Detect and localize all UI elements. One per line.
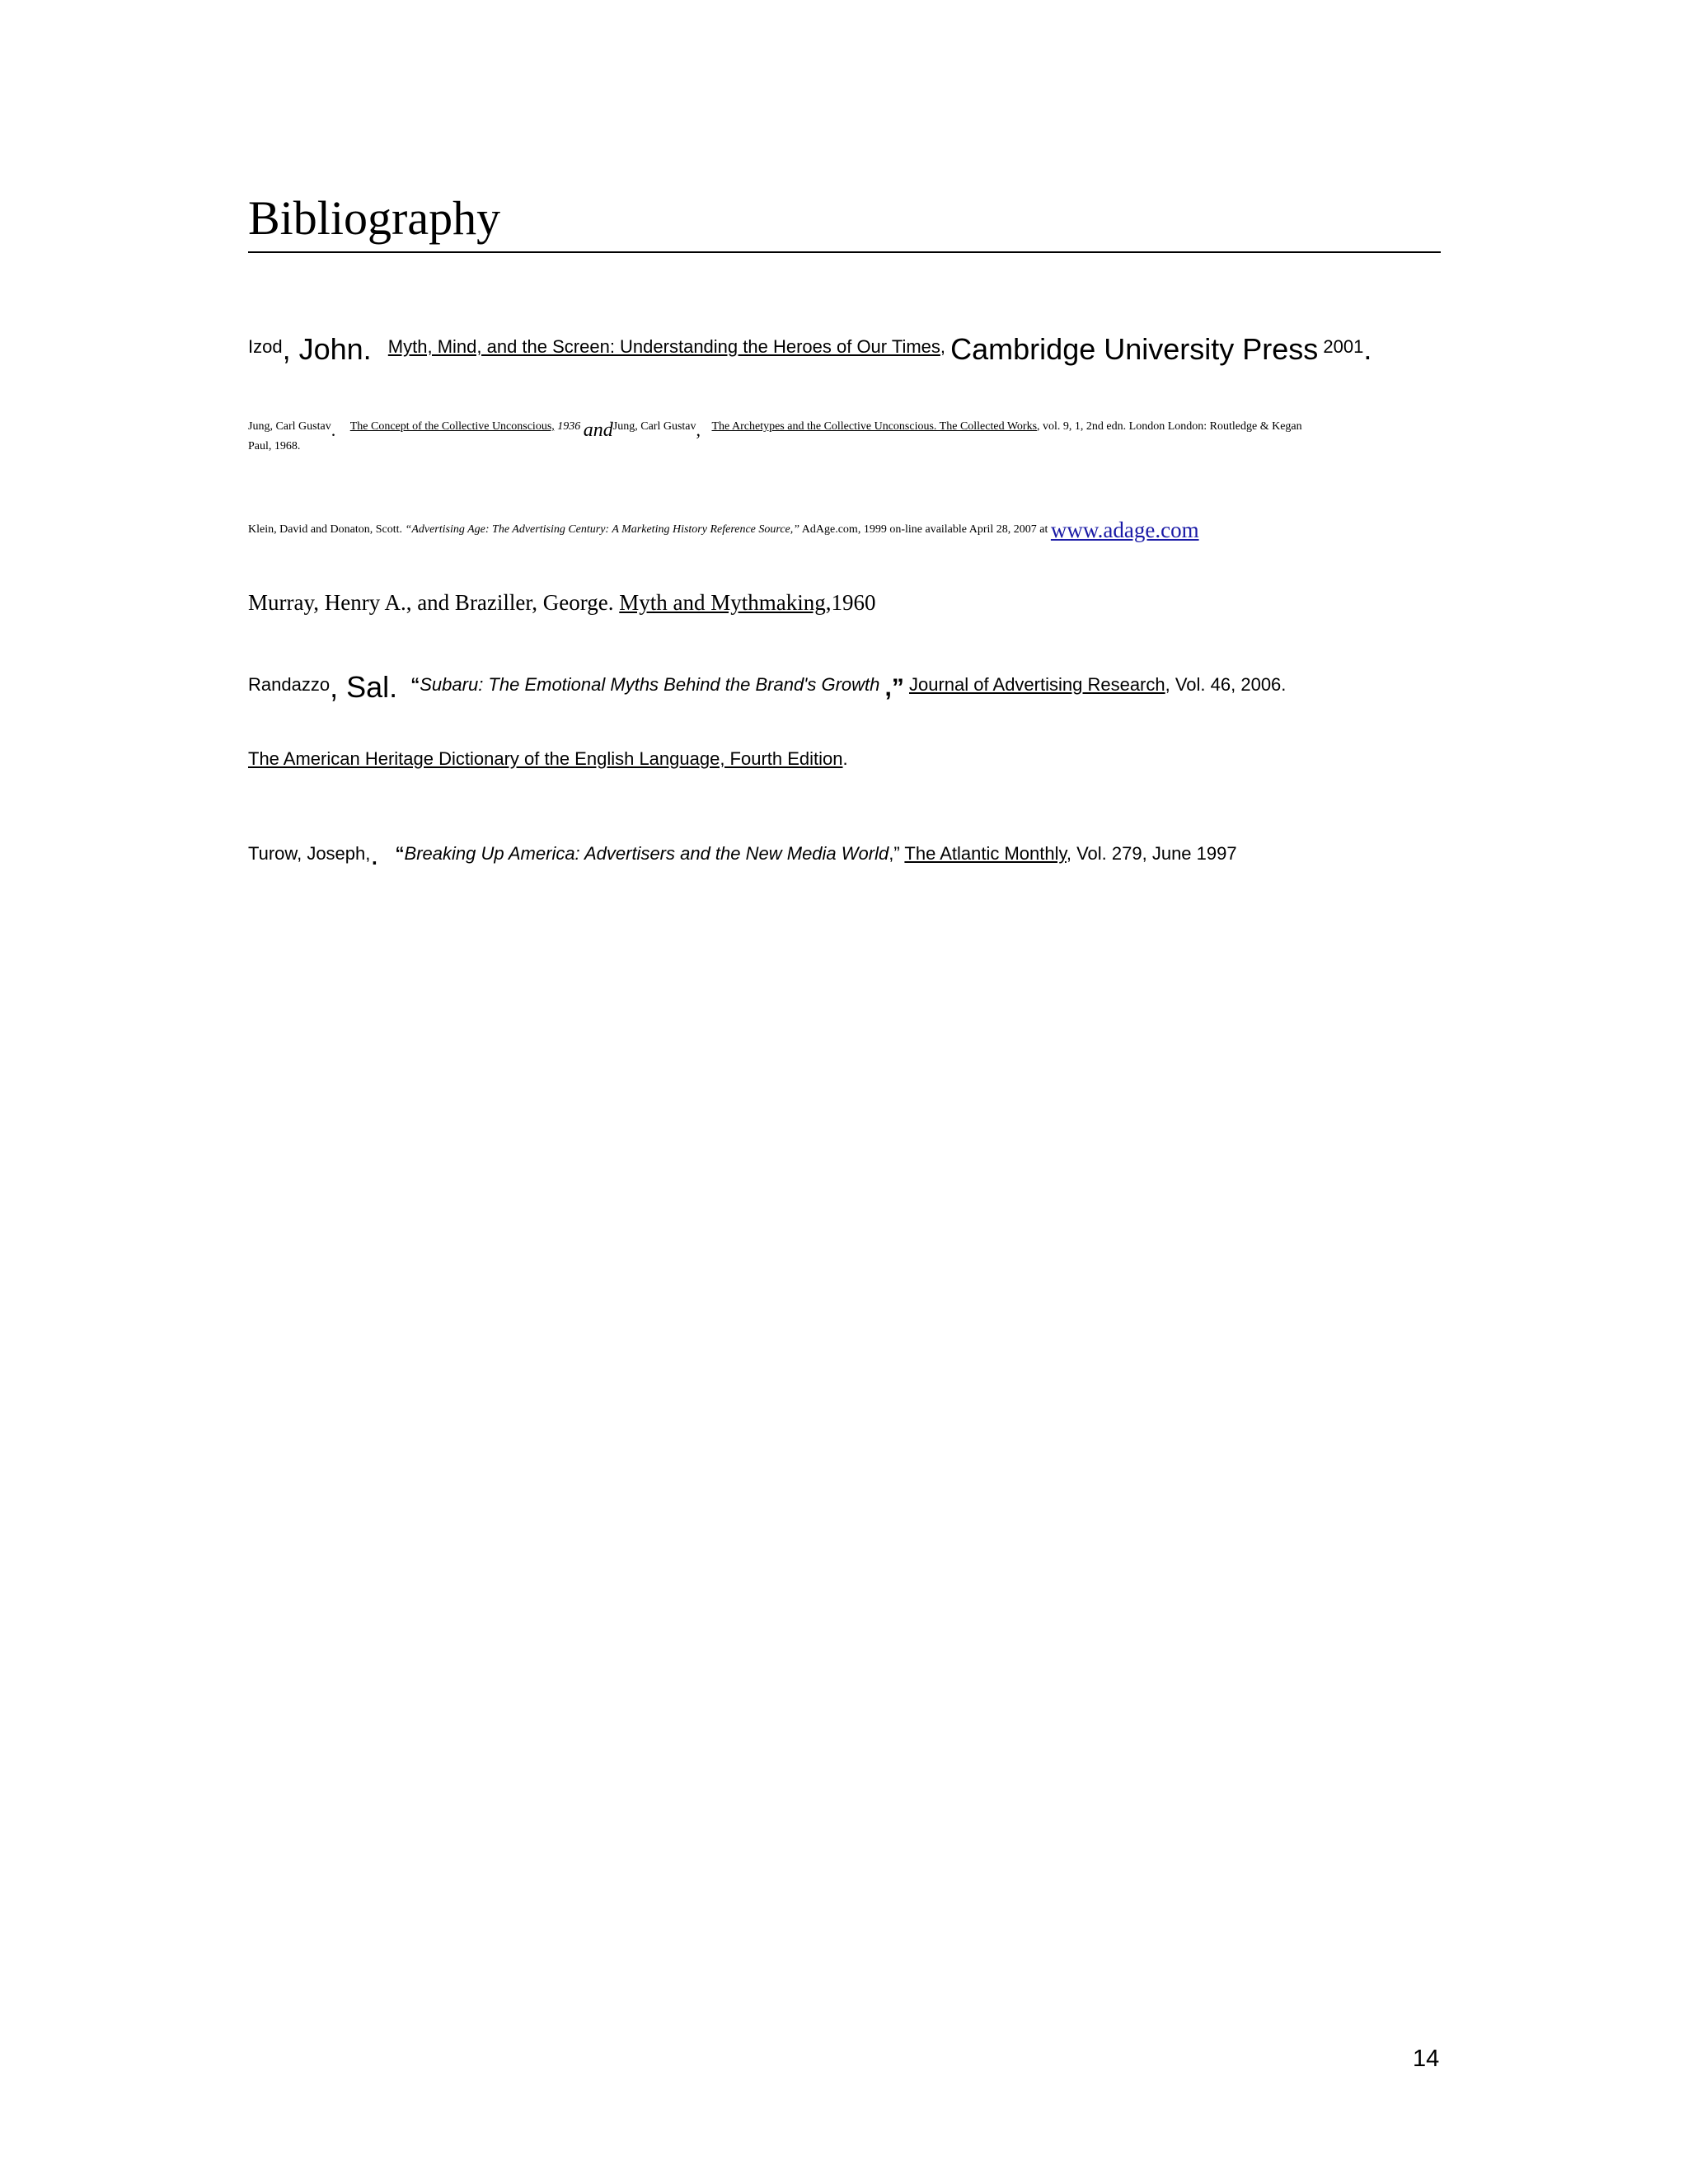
- work-title: The Concept of the Collective Unconscious,: [349, 420, 555, 433]
- author-surname: Izod: [248, 336, 283, 357]
- author-surname: Randazzo: [248, 674, 331, 695]
- dot: .: [370, 837, 379, 871]
- page-title: Bibliography: [248, 191, 501, 245]
- year: 2001: [1323, 336, 1364, 357]
- year: 1960: [831, 590, 876, 615]
- page-number: 14: [1413, 2046, 1440, 2072]
- publication-details: Paul, 1968.: [248, 440, 301, 452]
- journal-title: Journal of Advertising Research: [909, 674, 1165, 695]
- bib-entry-turow: [248, 835, 1237, 871]
- bib-entry-randazzo: [248, 666, 1287, 704]
- author-given: , Sal.: [330, 670, 398, 704]
- source-link[interactable]: www.adage.com: [1050, 518, 1199, 542]
- bib-entry-izod: [248, 328, 1372, 366]
- comma: ,: [696, 419, 701, 440]
- publication-details: AdAge.com, 1999 on-line available April 28, 2007 at: [801, 523, 1048, 536]
- open-quote: “: [395, 843, 405, 864]
- bib-entry-heritage: [248, 750, 848, 768]
- bib-entry-jung: [248, 414, 1302, 441]
- publisher: Cambridge University Press: [950, 332, 1319, 366]
- authors: Murray, Henry A., and Braziller, George.: [248, 590, 614, 615]
- article-title: Breaking Up America: Advertisers and the New Media World: [404, 843, 889, 864]
- publication-details: , Vol. 46, 2006.: [1165, 674, 1287, 695]
- title-divider: [248, 251, 1441, 253]
- bib-entry-klein: [248, 514, 1199, 542]
- publication-details: , vol. 9, 1, 2nd edn. London London: Routledge & Kegan: [1037, 420, 1302, 433]
- author: Jung, Carl Gustav: [248, 420, 331, 433]
- end-punct: .: [1363, 332, 1372, 366]
- dot: .: [331, 419, 336, 440]
- author-given: , John.: [282, 332, 372, 366]
- article-title: “Advertising Age: The Advertising Century: A Marketing History Reference Source,”: [405, 523, 800, 536]
- authors: Klein, David and Donaton, Scott.: [248, 523, 403, 536]
- year: 1936: [557, 420, 581, 433]
- journal-title: The Atlantic Monthly: [904, 843, 1067, 864]
- author: Jung, Carl Gustav: [612, 420, 696, 433]
- author: Turow, Joseph,: [248, 843, 371, 864]
- conjunction: and: [583, 419, 613, 441]
- publication-details: , Vol. 279, June 1997: [1066, 843, 1237, 864]
- close-quote: ,”: [889, 843, 900, 864]
- book-title: The American Heritage Dictionary of the English Language, Fourth Edition: [248, 748, 843, 769]
- collected-works-title: The Archetypes and the Collective Unconscious. The Collected Works: [711, 420, 1038, 433]
- open-quote: “: [410, 674, 420, 695]
- book-title: Myth, Mind, and the Screen: Understanding the Heroes of Our Times: [387, 336, 940, 357]
- bib-entry-jung-line2: [248, 441, 300, 452]
- separator: ,: [940, 336, 946, 357]
- article-title: Subaru: The Emotional Myths Behind the Brand's Growth: [420, 674, 880, 695]
- bib-entry-murray: [248, 592, 876, 614]
- close-quote: ,”: [884, 674, 904, 701]
- book-title: Myth and Mythmaking,: [619, 590, 832, 615]
- end-punct: .: [842, 748, 848, 769]
